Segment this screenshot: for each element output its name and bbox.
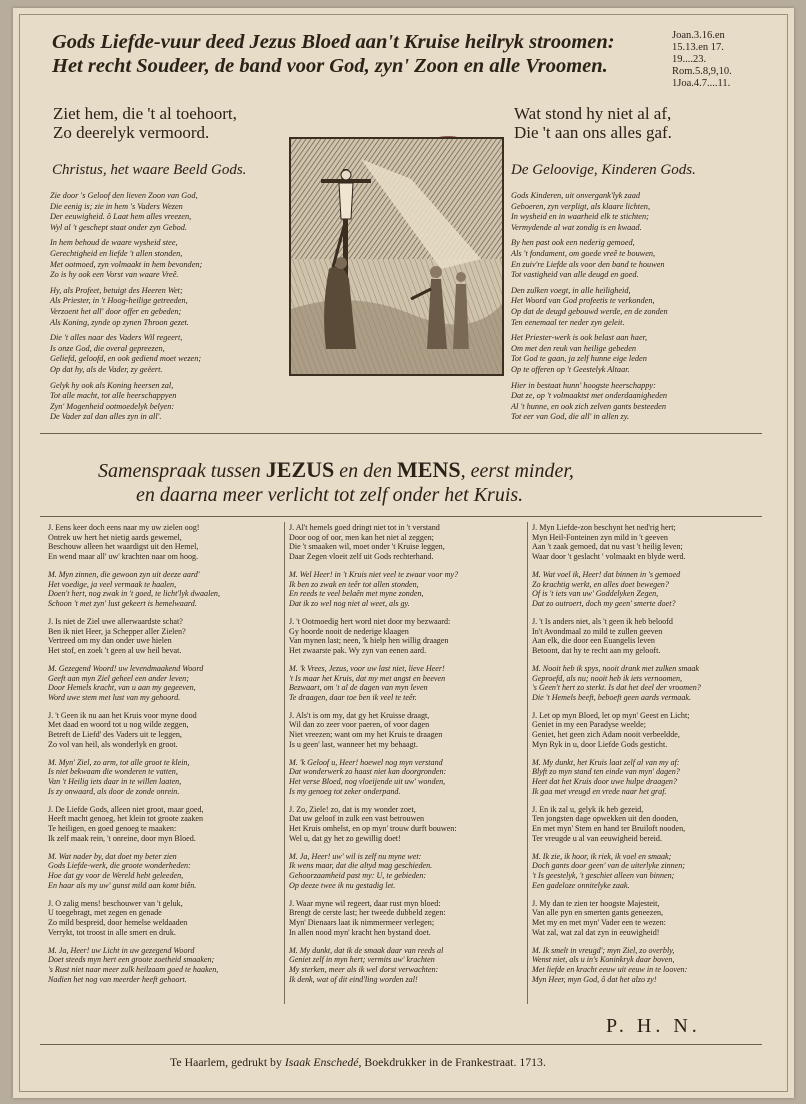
verse-line: Hier in bestaat hunn' hoogste heerschappy: [511,380,656,390]
verse-line: Geliefd, geloofd, en ook gediend moet wezen; [50,354,202,364]
verse-line: U toegebragt, met zegen en genade [48,908,162,918]
divider [40,433,762,434]
verse-line: Zo vol van heil, als wonderlyk en groot. [48,739,178,749]
stanza [289,570,519,608]
divider [40,1044,762,1045]
stanza [532,946,762,984]
verse-line: M. My dunkt, dat ik de smaak daar van reeds al [289,945,444,955]
stanza [532,617,762,655]
verse-line: Verrykt, tot troost in alle smert en druk. [48,927,176,937]
verse-line: Ik wens maar, dat die altyd mag geschieden. [289,861,433,871]
verse-line: Betoont, dat hy te recht aan my gelooft. [532,645,661,655]
verse-line: Niet vreezen; want om my het Kruis te draagen [289,730,443,740]
verse-line: J. En ik zal u, gelyk ik heb gezeid, [532,804,644,814]
verse-line: 't Is geestelyk, 't geschiet alleen van binnen; [532,870,675,880]
verse-line: By hen past ook een nederig gemoed, [511,238,635,248]
verse-line: Te heiligen, en goed genoeg te maaken: [48,824,177,833]
stanza [50,381,202,423]
verse-line: Heeft macht genoeg, het klein tot groote zaaken [48,814,204,824]
dialogue-column-2 [289,523,519,993]
verse-line: J. Eens keer doch eens naar my uw zielen oog! [48,523,200,532]
verse-line: Zo krachtig werkt, en alles doet bewegen? [532,579,669,589]
stanza [289,758,519,796]
stanza [289,711,519,749]
verse-line: Ten jongsten dage opwekken uit den dooden, [532,814,679,824]
verse-line: Ik denk, wat of dit eind'ling worden zal! [289,974,418,984]
ref-line: 1Joa.4.7....11. [672,78,731,89]
verse-line: Het Kruis omhelst, en op myn' trouw durft bouwen: [289,824,457,833]
stanza [48,805,278,843]
verse-line: Beschouw alleen het waardigst uit den Hemel, [48,542,199,552]
verse-line: Die 't smaaken wil, moet onder 't Kruise leggen, [289,542,445,552]
verse-line: Van mynen last; neen, 'k hielp hen willig draagen [289,636,449,646]
stanza [289,852,519,890]
verse-line: In't Avondmaal zo mild te zullen geeven [532,626,663,636]
verse-line: Wel u, dat gy het zo gewillig doet! [289,833,401,843]
verse-line: Dat zo outroert, doch my geen' smerte doet? [532,598,676,608]
verse-line: Doet steeds myn hert een groote zoetheid smaaken; [48,955,215,965]
verse-line: Myn' Dienaars laat ik nimmermeer verlegen; [289,917,435,927]
stanza [289,523,519,561]
verse-line: Gehoorzaamheid past my: U, te gebieden: [289,870,427,880]
verse-line: Myn Heer, myn God, ô dat het alzo zy! [532,974,657,984]
verse-line: Door oog of oor, men kan het niet al zeggen; [289,532,434,542]
verse-line: Heet dat het Kruis door uwe hulpe draagen? [532,777,677,787]
verse-line: Wil dan zo zeer voor paeren, of voor dagen [289,720,430,730]
verse-line: Is my genoeg tot zeker onderpand. [289,786,401,796]
verse-line: Zyn' Mogenheid ootmoedelyk belyen: [50,401,175,411]
verse-line: M. Myn zinnen, die gewoon zyn uit deeze aard' [48,569,200,579]
title-mens: MENS [397,457,461,482]
verse-line: Bezwaart, om 't al de dagen van myn leven [289,683,428,693]
main-heading [52,30,615,78]
ref-line: Joan.3.16.en [672,30,725,41]
verse-line: Op te offeren op 't Geestelyk Altaar. [511,364,630,374]
verse-line: En zuiv're Liefde als voor den band te houwen [511,259,665,269]
subtitle-left [53,104,237,142]
verse-line: M. 'k Vrees, Jezus, voor uw last niet, lieve Heer! [289,663,445,673]
stanza [50,286,202,328]
verse-line: En met myn' Stem en hand ter Bruiloft nooden, [532,824,686,833]
stanza [511,191,668,233]
verse-line: Verzoent het all' door offer en gebeden; [50,306,182,316]
verse-line: Het stof, en zoek 't geen al uw heil bevat. [48,645,182,655]
verse-line: Van 't Heilig iets daar in te willen laaten, [48,777,182,787]
printer-imprint [170,1055,546,1070]
ref-line: 15.13.en 17. [672,42,724,53]
stanza [48,899,278,937]
verse-line: Het zwaarste pak. Wy zyn van eenen aard. [289,645,427,655]
scripture-references [672,30,732,90]
verse-line: Tot alle macht, tot alle heerschappyen [50,391,177,401]
stanza [532,852,762,890]
verse-line: Geniet zelf in myn hert; vermits uw' krachten [289,955,435,965]
stanza [511,238,668,280]
verse-line: Ik ben zo zwak en teêr tot allen stonden, [289,579,419,589]
verse-line: Ten eenemaal ter neder zyn geleit. [511,317,625,327]
subtitle-right [514,104,672,142]
verse-line: J. 't Ootmoedig hert word niet door my bezwaard: [289,616,451,626]
verse-line: Op dat hy, als de Vader, zy geëert. [50,364,163,374]
verse-line: Wenst niet, als u in's Koninkryk daar boven, [532,955,675,965]
title-text: , eerst minder, [460,460,574,482]
crucifixion-engraving [289,137,504,376]
verse-line: Het voedige, ja veel vermaak te haalen, [48,579,177,589]
verse-line: Geniet, het geen zich Adam nooit verbeeldde, [532,730,680,740]
title-text: en den [334,460,398,482]
imprint-text: , Boekdrukker in de Frankestraat. 1713. [358,1055,546,1069]
verse-line: Tot vastigheid van alle deugd en goed. [511,270,639,280]
verse-line: Met liefde en kracht eeuw uit eeuw in te looven: [532,964,688,974]
stanza [289,664,519,702]
verse-line: 's Rust niet naar meer zulk heilzaam goed te haaken, [48,964,219,974]
verse-line: J. Als't is om my, dat gy het Kruisse draagt, [289,710,430,720]
verse-line: Het Priester-werk is ook belast aan haer, [511,333,648,343]
stanza [289,946,519,984]
verse-line: Die 't alles naar des Vaders Wil regeert, [50,333,183,343]
stanza [48,570,278,608]
verse-line: Om met den reuk van heilige gebeden [511,343,637,353]
verse-line: Is u geen' last, wanneer het my behaagt. [289,739,418,749]
verse-line: M. Wat nader by, dat doet my beter zien [48,851,177,861]
verse-line: Tot God te gaan, ja zelf hunne eige leden [511,354,647,364]
verse-line: Is zy onwaard, als door de zonde onrein. [48,786,180,796]
verse-line: De Vader zal dan alles zyn in all'. [50,412,162,422]
verse-line: Zie door 's Geloof den lieven Zoon van God, [50,191,198,200]
verse-line: Met my en met myn' Vader een te wezen: [532,917,666,927]
verse-line: Hoe dat gy voor de Wereld hebt geleeden, [48,870,184,880]
verse-line: Zo mild bespreid, door hemelse weldaaden [48,917,188,927]
verse-line: Gods Liefde-werk, die groote wonderheden: [48,861,191,871]
verse-line: Gerechtigheid en liefde 't allen stonden, [50,248,183,258]
verse-line: J. Al't hemels goed dringt niet tot in 't verstand [289,523,440,532]
verse-line: M. Myn' Ziel, zo arm, tot alle groot te klein, [48,757,190,767]
verse-line: M. Ja, Heer! uw' wil is zelf nu myne wet: [289,851,422,861]
verse-line: Geboeren, zyn verpligt, als klaare lichten, [511,201,651,211]
divider [40,516,762,517]
stanza [532,758,762,796]
column-rule [527,522,528,1004]
stanza [48,617,278,655]
dialogue-column-1 [48,523,278,993]
verse-line: Daar Zegen vloeit zelf uit Gods rechterhand. [289,551,434,561]
printer-name: Isaak Enschedé [284,1055,359,1069]
verse-line: Geeft aan myn Ziel geheel een ander leven; [48,673,189,683]
verse-line: Met daad en woord tot u nog wilde zeggen, [48,720,189,730]
dialogue-column-3 [532,523,762,993]
stanza [511,333,668,375]
verse-line: Een gadeloze onnitelyke zaak. [532,880,630,890]
verse-line: Dat wonderwerk zo haast niet kan doorgronden: [289,767,447,777]
verse-line: Ter vreugde u al van eeuwigheid bereid. [532,833,663,843]
stanza [511,286,668,328]
verse-line: Betreft de Liefd' des Vaders uit te leggen, [48,730,182,740]
column-rule [284,522,285,1004]
verse-line: Brengt de cerste last; her tweede dubbeld zegen: [289,908,446,918]
verse-line: In allen nood myn' kracht hen bystand doet. [289,927,431,937]
verse-line: Wyl al 't geschept staat onder zyn Gebod. [50,222,187,232]
title-text: Samenspraak tussen [98,460,266,482]
verse-line: En haar als my uw' gunst mild aan komt biên. [48,880,197,890]
stanza [289,617,519,655]
verse-line: Waar door 't geslacht ' volmaakt en blyde werd. [532,551,686,561]
verse-line: Het Woord van God profeetis te verkonden, [511,296,655,306]
verse-line: J. 't Geen ik nu aan het Kruis voor myne dood [48,710,197,720]
verse-line: M. My dunkt, het Kruis laat zelf al van my af: [532,757,680,767]
verse-line: Te draagen, daar toe ben ik veel te teêr. [289,692,417,702]
dialogue-title-line-1 [98,458,574,483]
right-verse-column [511,191,668,428]
verse-line: Hy, als Profeet, betuigt des Heeren Wet; [50,285,183,295]
verse-line: Op dat de deugd gebouwd werde, en de zonden [511,306,668,316]
verse-line: Aan 't zaak gemoed, dat nu vast 't heilig leven; [532,542,683,552]
verse-line: J. Zo, Ziele! zo, dat is my wonder zoet, [289,804,416,814]
verse-line: Myn Ryk in u, door Liefde Gods gesticht. [532,739,668,749]
verse-line: Die eenig is; zie in hem 's Vaders Wezen [50,201,183,211]
verse-line: En reeds te veel belaên met myne zonden, [289,589,424,599]
verse-line: J. Waar myne wil regeert, daar rust myn bloed: [289,898,441,908]
verse-line: M. Wel Heer! in 't Kruis niet veel te zwaar voor my? [289,569,459,579]
stanza [48,946,278,984]
main-heading-line-1: Gods Liefde-vuur deed Jezus Bloed aan't Kruise heilryk stroomen: [52,31,615,53]
stanza [289,899,519,937]
verse-line: 's Geen't hert zo sterkt. Is dat het deel der vroomen? [532,683,701,693]
verse-line: M. Ik zie, ik hoor, ik riek, ik voel en smaak; [532,851,672,861]
verse-line: Gy hoorde nooit de nederige klaagen [289,626,409,636]
ref-line: 19....23. [672,54,707,65]
subtitle-left-line: Zo deerelyk vermoord. [53,123,210,142]
verse-line: Als Priester, in 't Hoog-heilige getreeden, [50,296,188,306]
verse-line: J. 't Is anders niet, als 't geen ik heb beloofd [532,616,673,626]
verse-line: Door Hemels kracht, van u aan my gegeeven, [48,683,196,693]
dialogue-title-line-2: en daarna meer verlicht tot zelf onder het Kruis. [136,484,524,506]
verse-line: J. O zalig mens! beschouwer van 't geluk, [48,898,183,908]
verse-line: J. De Liefde Gods, alleen niet groot, maar goed, [48,804,204,814]
verse-line: Wat zal, wat zal dat zyn in eeuwigheid! [532,927,660,937]
verse-line: M. Wat voel ik, Heer! dat binnen in 's gemoed [532,569,681,579]
verse-line: Tot eer van God, die all' in allen zy. [511,412,630,422]
ref-line: Rom.5.8,9,10. [672,66,732,77]
title-jezus: JEZUS [265,457,335,482]
imprint-text: Te Haarlem, gedrukt by [170,1055,285,1069]
verse-line: Gelyk hy ook als Koning heersen zal, [50,380,174,390]
verse-line: Myn Heil-Fonteinen zyn mild in 't geeven [532,532,668,542]
verse-line: Het verse Bloed, nog vloeijende uit uw' wonden, [289,777,446,787]
verse-line: Al 't hunne, en ook zich zelven gants besteeden [511,401,666,411]
stanza [532,570,762,608]
verse-line: In hem behoud de waare wysheid stee, [50,238,178,248]
verse-line: M. Ik smelt in vreugd'; myn Ziel, zo overbly, [532,945,675,955]
verse-line: Dat uw geloof in zulk een vast betrouwen [289,814,425,824]
right-column-heading: De Geloovige, Kinderen Gods. [511,162,696,178]
subtitle-left-line: Ziet hem, die 't al toehoort, [53,104,237,123]
verse-line: J. Let op myn Bloed, let op myn' Geest en Licht; [532,710,690,720]
stanza [50,333,202,375]
verse-line: Op deeze twee ik nu gestadig let. [289,880,396,890]
verse-line: Is onze God, die overal gepreezen, [50,343,165,353]
stanza [48,758,278,796]
verse-line: Die 't Hemels beeft, beboeft geen aards vermaak. [532,692,691,702]
verse-line: Vermydende al wat zondig is en kwaad. [511,222,642,232]
verse-line: Word uwe stem met lust van my gehoord. [48,692,181,702]
verse-line: Doen't hert, nog zwak in 't goed, te licht'lyk dwaalen, [48,589,220,599]
verse-line: M. Nooit heb ik spys, nooit drank met zulken smaak [532,663,700,673]
stanza [532,711,762,749]
verse-line: M. Gezegend Woord! uw levendmaakend Woord [48,663,204,673]
verse-line: Met ootmoed, zyn volmaakt in hem bevonden; [50,259,203,269]
main-heading-line-2: Het recht Soudeer, de band voor God, zyn' Zoon en alle Vroomen. [52,55,608,77]
stanza [50,191,202,233]
left-column-heading: Christus, het waare Beeld Gods. [52,162,247,178]
stanza [532,523,762,561]
stanza [50,238,202,280]
left-verse-column [50,191,202,428]
verse-line: Gods Kinderen, uit onvergank'lyk zaad [511,191,641,200]
verse-line: Ik zelf maak rein, 't onreine, door myn Bloed. [48,833,196,843]
stanza [511,381,668,423]
verse-line: Van alle pyn en smerten gants geneezen, [532,908,664,918]
verse-line: Blyft zo myn stand ten einde van myn' dagen? [532,767,680,777]
author-initials: P. H. N. [606,1015,701,1037]
verse-line: J. Myn Liefde-zon beschynt het ned'rig hert; [532,523,676,532]
verse-line: Der eeuwigheid. ô Laat hem alles vreezen, [50,212,192,222]
stanza [48,664,278,702]
verse-line: Is niet bekwaam die wonderen te vatten, [48,767,178,777]
verse-line: Ik gaa met vreugd en vrede naar het graf. [532,786,667,796]
verse-line: Schoon 't met zyn' lust gekeert is hemelwaard. [48,598,197,608]
stanza [289,805,519,843]
verse-line: Dat ze, op 't volmaaktst met onderdaanigheden [511,391,668,401]
stanza [532,664,762,702]
verse-line: M. Ja, Heer! uw Licht in uw gezegend Woord [48,945,195,955]
verse-line: Nadien het nog van meerder heeft gehoort. [48,974,187,984]
verse-line: J. My dan te zien ter hoogste Majesteit, [532,898,660,908]
stanza [48,852,278,890]
verse-line: Ben ik niet Heer, ja Schepper aller Zielen? [48,626,186,636]
verse-line: En wend maar all' uw' krachten naar om hoog. [48,551,199,561]
stanza [532,805,762,843]
verse-line: Vertreed om my dan onder uwe hielen [48,636,172,646]
dialogue-title [98,458,574,507]
verse-line: Of is 't iets van uw' Goddelyken Zegen, [532,589,659,599]
verse-line: Aan elk, die door een Euangelis leven [532,636,655,646]
engraving-illustration [291,139,502,374]
verse-line: M. 'k Geloof u, Heer! hoewel nog myn verstand [289,757,443,767]
stanza [532,899,762,937]
subtitle-right-line: Die 't aan ons alles gaf. [514,123,672,142]
verse-line: Geproefd, als nu; nooit heb ik iets vernoomen, [532,673,683,683]
verse-line: Doch gants door geen' van de uiterlyke zinnen; [532,861,685,871]
verse-line: Geniet in my een Paradyse weelde; [532,720,646,730]
verse-line: Ontrek uw hert het nietig aards gewemel, [48,532,182,542]
verse-line: In wysheid en in waarheid elk te stichten; [511,212,649,222]
verse-line: 't Is maar het Kruis, dat my met angst en beeven [289,673,446,683]
subtitle-right-line: Wat stond hy niet al af, [514,104,672,123]
stanza [48,711,278,749]
verse-line: J. Is niet de Ziel uwe allerwaardste schat? [48,616,183,626]
verse-line: Als 't fondament, om goede vreê te bouwen, [511,248,656,258]
verse-line: My sterken, meer als ik wel dorst verwachten: [289,964,439,974]
verse-line: Den zulken voegt, in alle heiligheid, [511,285,631,295]
verse-line: Dat ik zo wel nog niet al weet, als gy. [289,598,410,608]
stanza [48,523,278,561]
verse-line: Als Koning, zynde op zynen Throon gezet. [50,317,189,327]
verse-line: Zo is hy ook een Vorst van waare Vreê. [50,270,179,280]
